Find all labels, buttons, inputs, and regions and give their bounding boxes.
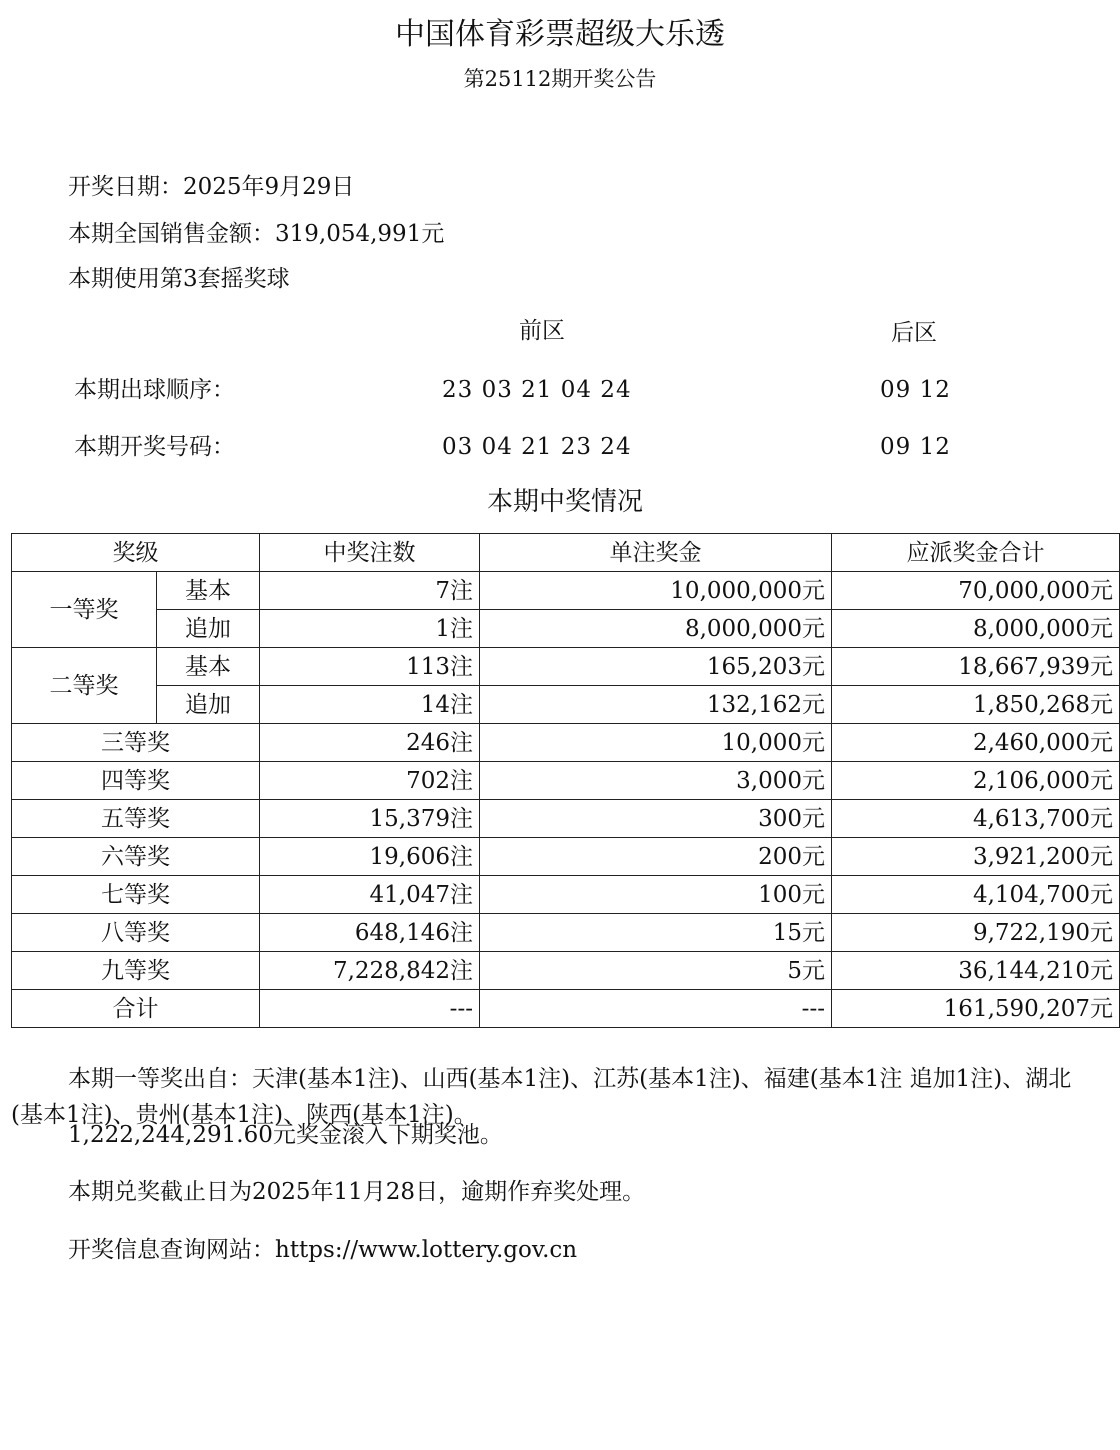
total-prize: 9,722,190元 bbox=[832, 914, 1120, 952]
unit-prize: 165,203元 bbox=[480, 648, 832, 686]
table-row bbox=[12, 952, 1120, 990]
level-label: 三等奖 bbox=[12, 724, 260, 762]
sum-prize: --- bbox=[480, 990, 832, 1028]
table-row bbox=[12, 724, 1120, 762]
draw-result-front: 03 04 21 23 24 bbox=[442, 434, 632, 460]
winner-count: 1注 bbox=[260, 610, 480, 648]
header-count: 中奖注数 bbox=[260, 534, 480, 572]
total-prize: 70,000,000元 bbox=[832, 572, 1120, 610]
sub-level-label: 基本 bbox=[157, 648, 260, 686]
winner-count: 15,379注 bbox=[260, 800, 480, 838]
sub-level-label: 追加 bbox=[157, 686, 260, 724]
unit-prize: 10,000元 bbox=[480, 724, 832, 762]
winner-count: 41,047注 bbox=[260, 876, 480, 914]
table-header-row bbox=[12, 534, 1120, 572]
ball-set: 本期使用第3套摇奖球 bbox=[68, 266, 290, 292]
total-prize: 18,667,939元 bbox=[832, 648, 1120, 686]
header-level: 奖级 bbox=[12, 534, 260, 572]
total-prize: 1,850,268元 bbox=[832, 686, 1120, 724]
total-prize: 2,106,000元 bbox=[832, 762, 1120, 800]
winner-count: 7注 bbox=[260, 572, 480, 610]
draw-result-label: 本期开奖号码： bbox=[74, 434, 235, 460]
table-row bbox=[12, 648, 1120, 686]
page-title: 中国体育彩票超级大乐透 bbox=[395, 17, 725, 52]
unit-prize: 5元 bbox=[480, 952, 832, 990]
level-label: 八等奖 bbox=[12, 914, 260, 952]
unit-prize: 15元 bbox=[480, 914, 832, 952]
prize-section-title: 本期中奖情况 bbox=[486, 487, 643, 517]
sub-level-label: 基本 bbox=[157, 572, 260, 610]
winner-count: 246注 bbox=[260, 724, 480, 762]
sum-total: 161,590,207元 bbox=[832, 990, 1120, 1028]
claim-deadline-note: 本期兑奖截止日为2025年11月28日，逾期作弃奖处理。 bbox=[68, 1179, 646, 1205]
unit-prize: 10,000,000元 bbox=[480, 572, 832, 610]
website-note: 开奖信息查询网站：https://www.lottery.gov.cn bbox=[68, 1237, 578, 1263]
unit-prize: 132,162元 bbox=[480, 686, 832, 724]
sales-amount: 本期全国销售金额：319,054,991元 bbox=[68, 221, 445, 247]
sum-label: 合计 bbox=[12, 990, 260, 1028]
level-label: 四等奖 bbox=[12, 762, 260, 800]
draw-order-label: 本期出球顺序： bbox=[74, 377, 235, 403]
front-zone-label: 前区 bbox=[519, 318, 565, 344]
level-label: 七等奖 bbox=[12, 876, 260, 914]
table-row bbox=[12, 686, 1120, 724]
table-row bbox=[12, 838, 1120, 876]
prize-table bbox=[11, 533, 1120, 1028]
table-total-row bbox=[12, 990, 1120, 1028]
prize-pool-note: 1,222,244,291.60元奖金滚入下期奖池。 bbox=[68, 1122, 503, 1148]
draw-order-back: 09 12 bbox=[880, 377, 951, 403]
unit-prize: 300元 bbox=[480, 800, 832, 838]
total-prize: 3,921,200元 bbox=[832, 838, 1120, 876]
total-prize: 4,104,700元 bbox=[832, 876, 1120, 914]
level-label: 六等奖 bbox=[12, 838, 260, 876]
level-label: 九等奖 bbox=[12, 952, 260, 990]
level-label: 一等奖 bbox=[12, 572, 157, 648]
table-row bbox=[12, 762, 1120, 800]
winner-count: 702注 bbox=[260, 762, 480, 800]
draw-result-back: 09 12 bbox=[880, 434, 951, 460]
winner-count: 648,146注 bbox=[260, 914, 480, 952]
header-total: 应派奖金合计 bbox=[832, 534, 1120, 572]
draw-date: 开奖日期：2025年9月29日 bbox=[68, 174, 355, 200]
issue-subtitle: 第25112期开奖公告 bbox=[463, 67, 657, 91]
winner-count: 19,606注 bbox=[260, 838, 480, 876]
sub-level-label: 追加 bbox=[157, 610, 260, 648]
table-row bbox=[12, 914, 1120, 952]
level-label: 二等奖 bbox=[12, 648, 157, 724]
unit-prize: 8,000,000元 bbox=[480, 610, 832, 648]
unit-prize: 200元 bbox=[480, 838, 832, 876]
unit-prize: 3,000元 bbox=[480, 762, 832, 800]
winner-count: 14注 bbox=[260, 686, 480, 724]
table-row bbox=[12, 610, 1120, 648]
winner-count: 7,228,842注 bbox=[260, 952, 480, 990]
draw-order-front: 23 03 21 04 24 bbox=[442, 377, 632, 403]
back-zone-label: 后区 bbox=[891, 320, 937, 346]
table-row bbox=[12, 876, 1120, 914]
winner-count: 113注 bbox=[260, 648, 480, 686]
total-prize: 2,460,000元 bbox=[832, 724, 1120, 762]
total-prize: 36,144,210元 bbox=[832, 952, 1120, 990]
total-prize: 4,613,700元 bbox=[832, 800, 1120, 838]
first-prize-origin-text: 本期一等奖出自：天津(基本1注)、山西(基本1注)、江苏(基本1注)、福建(基本1注 追加1注)、湖北(基本1注)、贵州(基本1注)、陕西(基本1注)。 bbox=[11, 1066, 1072, 1128]
table-row bbox=[12, 572, 1120, 610]
level-label: 五等奖 bbox=[12, 800, 260, 838]
unit-prize: 100元 bbox=[480, 876, 832, 914]
sum-count: --- bbox=[260, 990, 480, 1028]
table-row bbox=[12, 800, 1120, 838]
header-prize: 单注奖金 bbox=[480, 534, 832, 572]
total-prize: 8,000,000元 bbox=[832, 610, 1120, 648]
